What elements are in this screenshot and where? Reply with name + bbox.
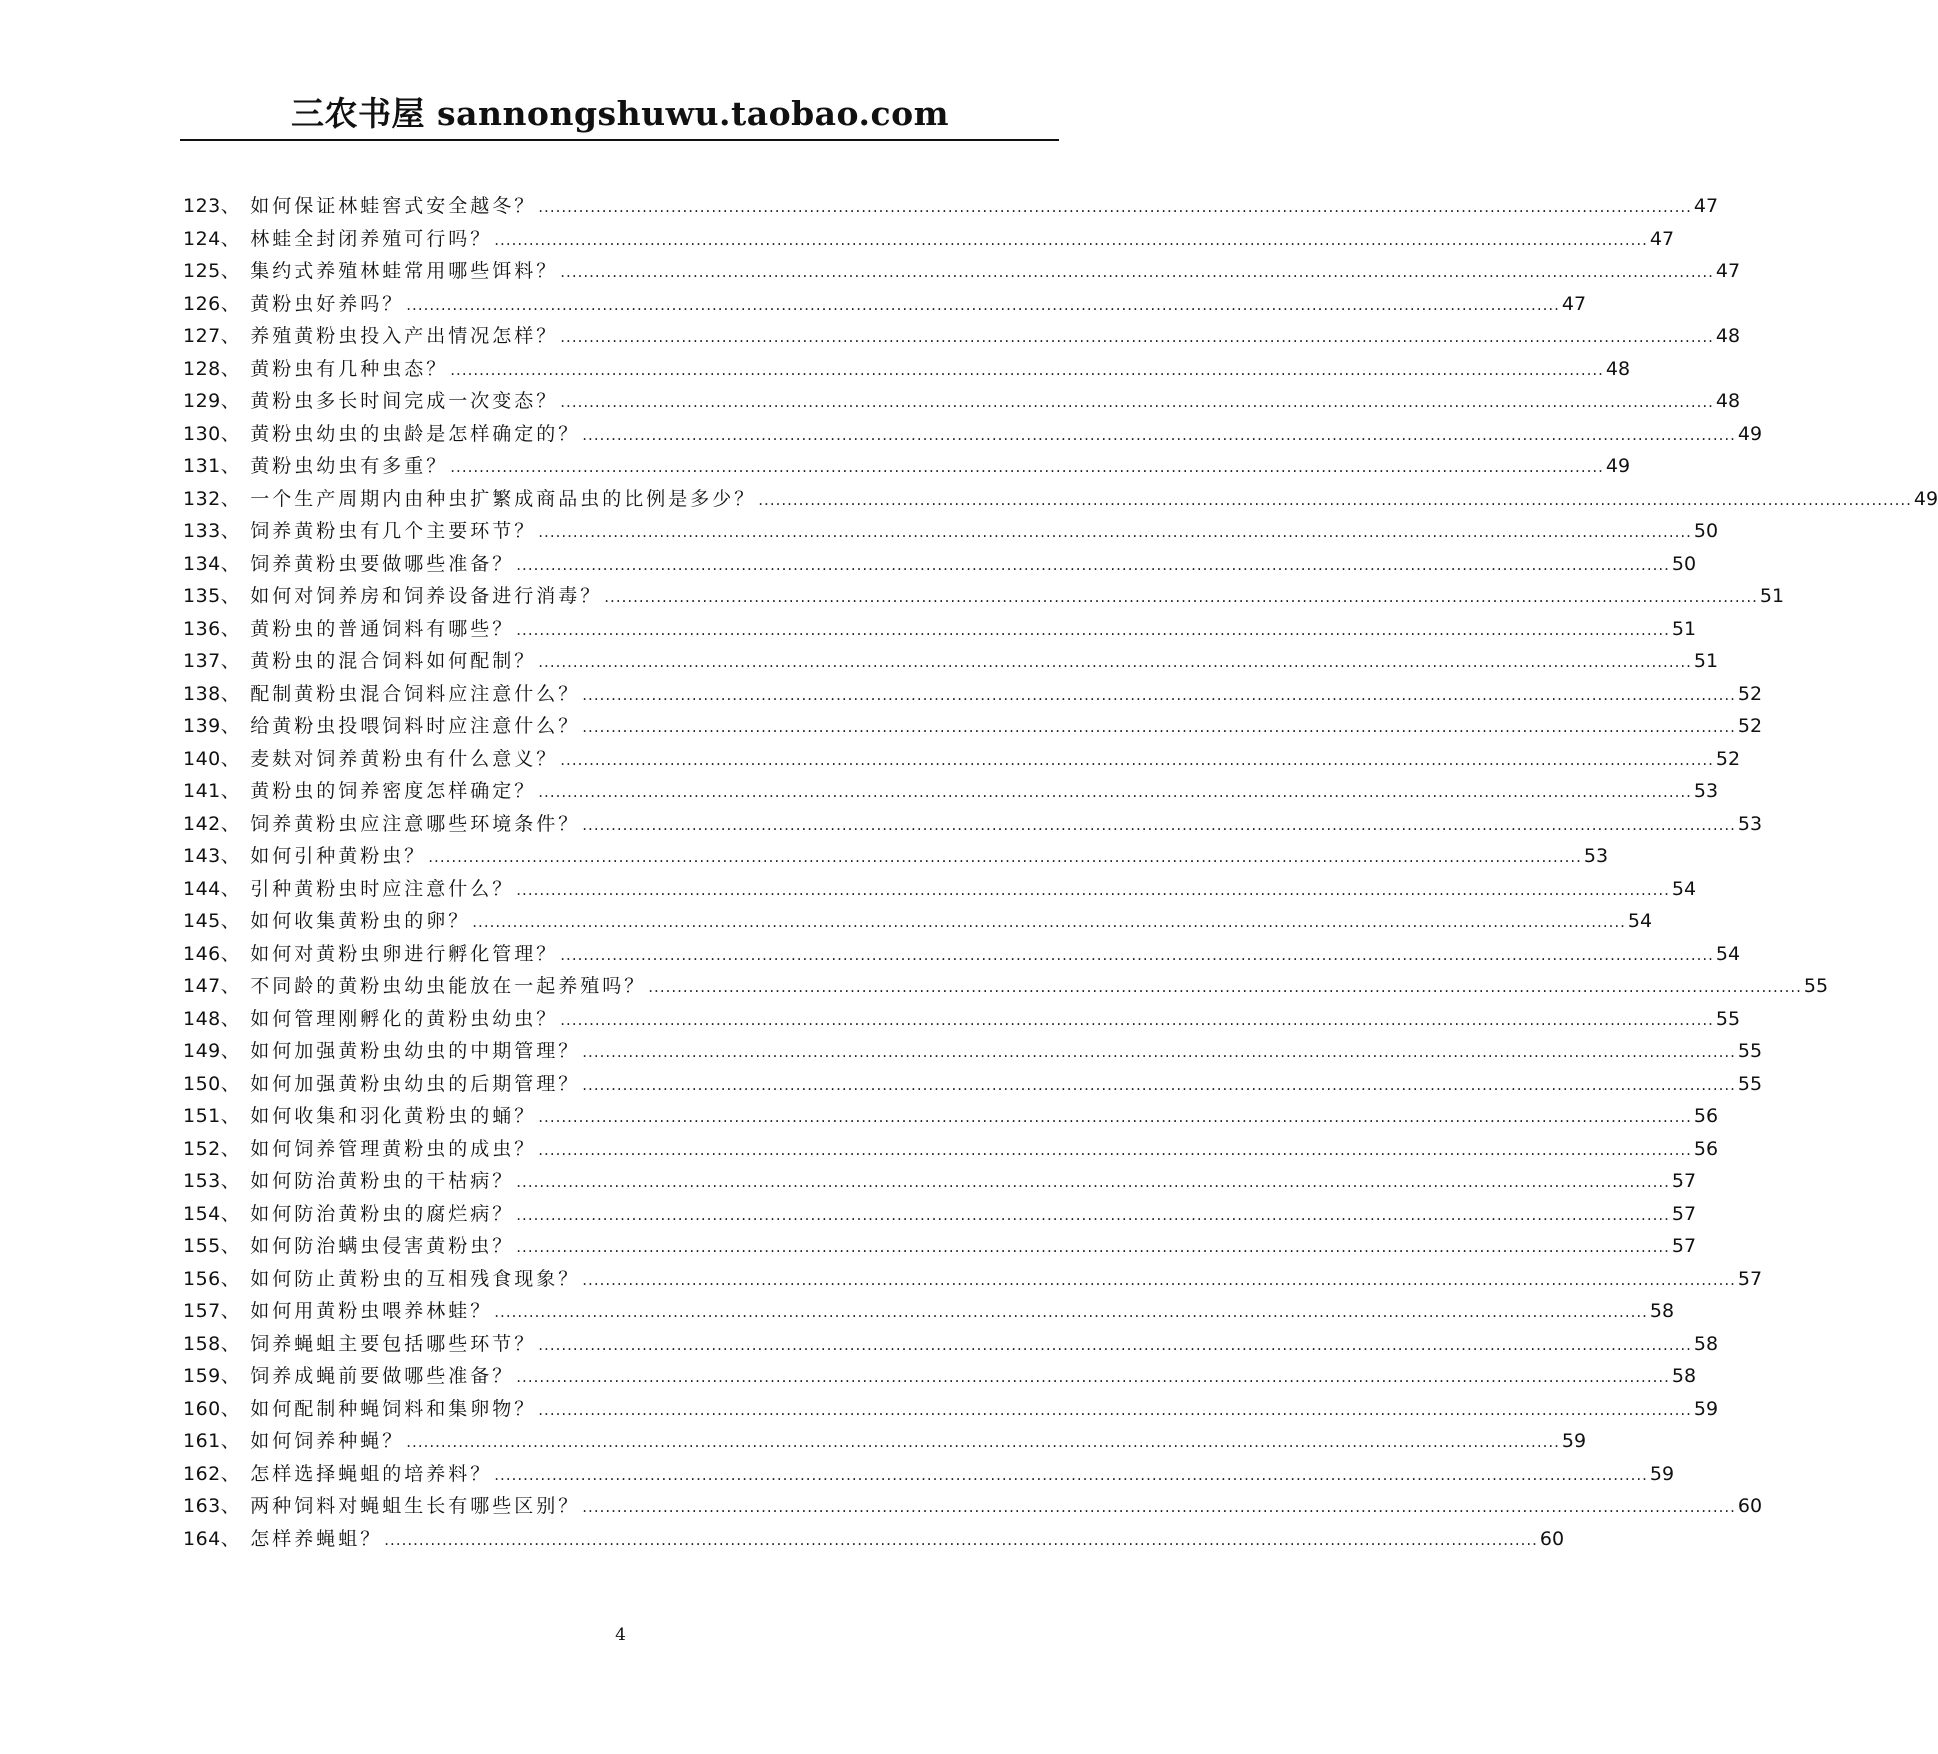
toc-entry-page: 52 (1737, 682, 1763, 705)
toc-entry-page: 54 (1715, 942, 1741, 965)
toc-entry-number: 156、 (183, 1267, 241, 1290)
toc-entry-title: 如何防止黄粉虫的互相残食现象？ (250, 1267, 581, 1290)
toc-entry-number: 125、 (183, 260, 241, 282)
toc-entry-page: 47 (1693, 195, 1719, 217)
page-header-title: 三农书屋 sannongshuwu.taobao.com (291, 94, 949, 133)
toc-entry-number: 146、 (183, 942, 241, 965)
toc-entry[interactable] (183, 418, 1763, 451)
toc-dot-leader: ........................................................................................................................................................................................................ (758, 490, 1912, 509)
toc-dot-leader: ........................................................................................................................................................................................................ (538, 653, 1692, 671)
toc-dot-leader: ........................................................................................................................................................................................................ (582, 815, 1736, 834)
toc-entry-page: 57 (1737, 1267, 1763, 1290)
toc-entry-title: 饲养蝇蛆主要包括哪些环节？ (250, 1332, 537, 1355)
toc-entry-page: 57 (1671, 1202, 1697, 1225)
toc-dot-leader: ........................................................................................................................................................................................................ (560, 393, 1714, 411)
toc-entry[interactable] (183, 483, 1938, 516)
toc-entry[interactable] (183, 1425, 1587, 1458)
toc-entry-title: 配制黄粉虫混合饲料应注意什么？ (250, 682, 581, 705)
toc-dot-leader: ........................................................................................................................................................................................................ (516, 1368, 1670, 1386)
toc-entry-page: 54 (1627, 910, 1653, 932)
toc-entry[interactable] (183, 970, 1829, 1003)
toc-entry-title: 麦麸对饲养黄粉虫有什么意义？ (250, 747, 559, 770)
toc-entry-number: 149、 (183, 1040, 241, 1062)
toc-entry[interactable] (183, 288, 1587, 321)
toc-entry-number: 135、 (183, 585, 241, 607)
toc-dot-leader: ........................................................................................................................................................................................................ (516, 1238, 1670, 1256)
toc-entry-title: 如何配制种蝇饲料和集卵物？ (250, 1397, 537, 1420)
toc-entry[interactable] (183, 808, 1763, 841)
toc-entry-page: 47 (1649, 227, 1675, 250)
toc-entry-number: 157、 (183, 1300, 241, 1322)
toc-dot-leader: ........................................................................................................................................................................................................ (538, 1140, 1692, 1159)
toc-dot-leader: ........................................................................................................................................................................................................ (406, 295, 1560, 314)
toc-entry[interactable] (183, 775, 1719, 808)
toc-entry-title: 怎样养蝇蛆？ (250, 1527, 383, 1550)
toc-entry-page: 53 (1693, 780, 1719, 802)
toc-entry-title: 如何加强黄粉虫幼虫的后期管理？ (250, 1072, 581, 1095)
toc-entry-number: 147、 (183, 975, 241, 997)
toc-dot-leader: ........................................................................................................................................................................................................ (472, 913, 1626, 931)
toc-entry-number: 158、 (183, 1332, 241, 1355)
toc-entry[interactable] (183, 255, 1741, 288)
toc-entry-page: 58 (1671, 1365, 1697, 1387)
toc-entry-page: 59 (1561, 1430, 1587, 1452)
toc-dot-leader: ........................................................................................................................................................................................................ (450, 458, 1604, 476)
toc-dot-leader: ........................................................................................................................................................................................................ (582, 1075, 1736, 1094)
toc-entry[interactable] (183, 645, 1719, 678)
toc-dot-leader: ........................................................................................................................................................................................................ (428, 848, 1582, 866)
toc-entry-number: 140、 (183, 747, 241, 770)
toc-entry-number: 126、 (183, 292, 241, 315)
toc-dot-leader: ........................................................................................................................................................................................................ (582, 1498, 1736, 1516)
toc-dot-leader: ........................................................................................................................................................................................................ (494, 1303, 1648, 1321)
toc-entry-title: 黄粉虫的饲养密度怎样确定？ (250, 780, 537, 802)
toc-dot-leader: ........................................................................................................................................................................................................ (560, 328, 1714, 346)
toc-entry-number: 163、 (183, 1495, 241, 1517)
toc-entry-page: 51 (1671, 617, 1697, 640)
toc-entry-title: 如何对饲养房和饲养设备进行消毒？ (250, 585, 603, 607)
toc-entry-title: 如何引种黄粉虫？ (250, 845, 427, 867)
toc-entry-number: 145、 (183, 910, 241, 932)
toc-entry-number: 161、 (183, 1430, 241, 1452)
toc-entry[interactable] (183, 450, 1631, 483)
toc-entry-number: 160、 (183, 1397, 241, 1420)
toc-entry-number: 132、 (183, 487, 241, 510)
toc-entry-page: 53 (1737, 812, 1763, 835)
toc-entry-number: 148、 (183, 1007, 241, 1030)
toc-entry-title: 如何防治黄粉虫的腐烂病？ (250, 1202, 515, 1225)
toc-entry-title: 黄粉虫的普通饲料有哪些？ (250, 617, 515, 640)
toc-entry-title: 如何收集和羽化黄粉虫的蛹？ (250, 1105, 537, 1127)
toc-entry[interactable] (183, 613, 1697, 646)
toc-entry-number: 143、 (183, 845, 241, 867)
toc-dot-leader: ........................................................................................................................................................................................................ (516, 1173, 1670, 1191)
toc-entry-number: 127、 (183, 325, 241, 347)
toc-entry[interactable] (183, 1393, 1719, 1426)
toc-entry-title: 养殖黄粉虫投入产出情况怎样？ (250, 325, 559, 347)
toc-entry[interactable] (183, 1133, 1719, 1166)
toc-entry-number: 141、 (183, 780, 241, 802)
toc-entry-page: 55 (1737, 1072, 1763, 1095)
toc-dot-leader: ........................................................................................................................................................................................................ (494, 1465, 1648, 1484)
toc-dot-leader: ........................................................................................................................................................................................................ (560, 263, 1714, 281)
toc-entry-title: 饲养黄粉虫有几个主要环节？ (250, 520, 537, 542)
toc-entry-number: 131、 (183, 455, 241, 477)
toc-entry-page: 52 (1715, 747, 1741, 770)
toc-entry[interactable] (183, 840, 1609, 873)
toc-entry[interactable] (183, 938, 1741, 971)
toc-entry[interactable] (183, 1523, 1565, 1556)
toc-dot-leader: ........................................................................................................................................................................................................ (560, 945, 1714, 964)
toc-entry-number: 152、 (183, 1137, 241, 1160)
toc-dot-leader: ........................................................................................................................................................................................................ (516, 880, 1670, 899)
toc-entry-page: 55 (1737, 1040, 1763, 1062)
toc-entry[interactable] (183, 548, 1697, 581)
toc-entry-title: 黄粉虫多长时间完成一次变态？ (250, 390, 559, 412)
toc-entry-title: 如何饲养种蝇？ (250, 1430, 405, 1452)
toc-entry[interactable] (183, 1068, 1763, 1101)
toc-entry[interactable] (183, 320, 1741, 353)
toc-entry-title: 如何加强黄粉虫幼虫的中期管理？ (250, 1040, 581, 1062)
toc-entry-title: 黄粉虫幼虫有多重？ (250, 455, 449, 477)
toc-entry[interactable] (183, 1263, 1763, 1296)
toc-entry-page: 59 (1649, 1462, 1675, 1485)
toc-entry-title: 黄粉虫有几种虫态？ (250, 357, 449, 380)
toc-entry-number: 162、 (183, 1462, 241, 1485)
toc-dot-leader: ........................................................................................................................................................................................................ (538, 523, 1692, 541)
toc-entry-title: 饲养成蝇前要做哪些准备？ (250, 1365, 515, 1387)
toc-dot-leader: ........................................................................................................................................................................................................ (450, 360, 1604, 379)
toc-entry[interactable] (183, 1230, 1697, 1263)
toc-entry-number: 138、 (183, 682, 241, 705)
toc-entry-number: 137、 (183, 650, 241, 672)
toc-entry-title: 如何饲养管理黄粉虫的成虫？ (250, 1137, 537, 1160)
page-number: 4 (615, 1625, 626, 1645)
toc-dot-leader: ........................................................................................................................................................................................................ (516, 620, 1670, 639)
toc-entry-title: 如何保证林蛙窖式安全越冬？ (250, 195, 537, 217)
toc-entry[interactable] (183, 1490, 1763, 1523)
toc-entry[interactable] (183, 223, 1675, 256)
toc-entry-number: 139、 (183, 715, 241, 737)
toc-entry-page: 55 (1715, 1007, 1741, 1030)
toc-entry-title: 黄粉虫好养吗？ (250, 292, 405, 315)
toc-dot-leader: ........................................................................................................................................................................................................ (560, 750, 1714, 769)
toc-dot-leader: ........................................................................................................................................................................................................ (582, 685, 1736, 704)
toc-dot-leader: ........................................................................................................................................................................................................ (516, 1205, 1670, 1224)
toc-entry-title: 饲养黄粉虫要做哪些准备？ (250, 552, 515, 575)
toc-entry-page: 58 (1693, 1332, 1719, 1355)
toc-entry-page: 47 (1561, 292, 1587, 315)
toc-dot-leader: ........................................................................................................................................................................................................ (538, 198, 1692, 216)
toc-entry-page: 54 (1671, 877, 1697, 900)
toc-entry-title: 集约式养殖林蛙常用哪些饵料？ (250, 260, 559, 282)
toc-entry[interactable] (183, 678, 1763, 711)
toc-entry[interactable] (183, 1035, 1763, 1068)
toc-entry-number: 144、 (183, 877, 241, 900)
toc-entry-number: 136、 (183, 617, 241, 640)
toc-dot-leader: ........................................................................................................................................................................................................ (604, 588, 1758, 606)
toc-entry-title: 林蛙全封闭养殖可行吗？ (250, 227, 493, 250)
toc-dot-leader: ........................................................................................................................................................................................................ (648, 978, 1802, 996)
toc-entry-title: 如何防治螨虫侵害黄粉虫？ (250, 1235, 515, 1257)
toc-entry[interactable] (183, 190, 1719, 223)
toc-dot-leader: ........................................................................................................................................................................................................ (406, 1433, 1560, 1451)
toc-entry[interactable] (183, 1165, 1697, 1198)
toc-entry[interactable] (183, 1458, 1675, 1491)
toc-entry-number: 150、 (183, 1072, 241, 1095)
toc-entry-page: 59 (1693, 1397, 1719, 1420)
toc-entry-page: 49 (1737, 422, 1763, 445)
toc-dot-leader: ........................................................................................................................................................................................................ (582, 1043, 1736, 1061)
toc-dot-leader: ........................................................................................................................................................................................................ (384, 1530, 1538, 1549)
toc-entry-title: 给黄粉虫投喂饲料时应注意什么？ (250, 715, 581, 737)
toc-entry-number: 159、 (183, 1365, 241, 1387)
toc-entry-page: 60 (1539, 1527, 1565, 1550)
toc-entry[interactable] (183, 1100, 1719, 1133)
toc-entry-title: 怎样选择蝇蛆的培养料？ (250, 1462, 493, 1485)
toc-entry[interactable] (183, 580, 1785, 613)
toc-entry-page: 47 (1715, 260, 1741, 282)
toc-entry[interactable] (183, 1003, 1741, 1036)
toc-entry-page: 49 (1913, 487, 1938, 510)
toc-entry-title: 如何收集黄粉虫的卵？ (250, 910, 471, 932)
toc-entry[interactable] (183, 905, 1653, 938)
toc-entry-page: 53 (1583, 845, 1609, 867)
toc-entry-page: 60 (1737, 1495, 1763, 1517)
toc-entry-title: 如何对黄粉虫卵进行孵化管理？ (250, 942, 559, 965)
toc-dot-leader: ........................................................................................................................................................................................................ (582, 425, 1736, 444)
toc-entry-page: 48 (1715, 390, 1741, 412)
toc-entry-number: 129、 (183, 390, 241, 412)
toc-dot-leader: ........................................................................................................................................................................................................ (538, 1400, 1692, 1419)
table-of-contents (183, 190, 1938, 1555)
toc-entry[interactable] (183, 353, 1631, 386)
toc-entry-number: 128、 (183, 357, 241, 380)
toc-dot-leader: ........................................................................................................................................................................................................ (538, 1108, 1692, 1126)
toc-entry-page: 56 (1693, 1105, 1719, 1127)
toc-entry-page: 50 (1671, 552, 1697, 575)
toc-entry[interactable] (183, 743, 1741, 776)
toc-entry-page: 50 (1693, 520, 1719, 542)
header-divider (180, 139, 1059, 141)
toc-entry-page: 58 (1649, 1300, 1675, 1322)
toc-entry-number: 154、 (183, 1202, 241, 1225)
toc-entry[interactable] (183, 1198, 1697, 1231)
toc-entry-page: 56 (1693, 1137, 1719, 1160)
toc-entry[interactable] (183, 873, 1697, 906)
toc-entry[interactable] (183, 515, 1719, 548)
toc-entry[interactable] (183, 1360, 1697, 1393)
toc-entry[interactable] (183, 385, 1741, 418)
toc-entry-number: 155、 (183, 1235, 241, 1257)
toc-entry-number: 133、 (183, 520, 241, 542)
toc-entry-page: 52 (1737, 715, 1763, 737)
toc-dot-leader: ........................................................................................................................................................................................................ (560, 1010, 1714, 1029)
toc-entry-page: 48 (1605, 357, 1631, 380)
toc-entry-number: 123、 (183, 195, 241, 217)
toc-entry-page: 49 (1605, 455, 1631, 477)
toc-entry-title: 黄粉虫的混合饲料如何配制？ (250, 650, 537, 672)
toc-entry-page: 55 (1803, 975, 1829, 997)
toc-entry-page: 51 (1693, 650, 1719, 672)
toc-entry-number: 151、 (183, 1105, 241, 1127)
toc-entry-number: 130、 (183, 422, 241, 445)
toc-entry-title: 不同龄的黄粉虫幼虫能放在一起养殖吗？ (250, 975, 647, 997)
toc-entry[interactable] (183, 1328, 1719, 1361)
toc-entry-number: 134、 (183, 552, 241, 575)
toc-dot-leader: ........................................................................................................................................................................................................ (538, 1335, 1692, 1354)
toc-entry-title: 两种饲料对蝇蛆生长有哪些区别？ (250, 1495, 581, 1517)
toc-entry[interactable] (183, 710, 1763, 743)
toc-entry-title: 饲养黄粉虫应注意哪些环境条件？ (250, 812, 581, 835)
toc-entry-number: 124、 (183, 227, 241, 250)
toc-dot-leader: ........................................................................................................................................................................................................ (516, 555, 1670, 574)
toc-dot-leader: ........................................................................................................................................................................................................ (582, 1270, 1736, 1289)
toc-entry-title: 如何用黄粉虫喂养林蛙？ (250, 1300, 493, 1322)
toc-dot-leader: ........................................................................................................................................................................................................ (538, 783, 1692, 801)
toc-dot-leader: ........................................................................................................................................................................................................ (582, 718, 1736, 736)
toc-entry[interactable] (183, 1295, 1675, 1328)
toc-dot-leader: ........................................................................................................................................................................................................ (494, 230, 1648, 249)
toc-entry-number: 153、 (183, 1170, 241, 1192)
toc-entry-number: 142、 (183, 812, 241, 835)
toc-entry-page: 48 (1715, 325, 1741, 347)
toc-entry-title: 黄粉虫幼虫的虫龄是怎样确定的？ (250, 422, 581, 445)
toc-entry-page: 51 (1759, 585, 1785, 607)
toc-entry-title: 如何管理刚孵化的黄粉虫幼虫？ (250, 1007, 559, 1030)
toc-entry-title: 一个生产周期内由种虫扩繁成商品虫的比例是多少？ (250, 487, 757, 510)
toc-entry-page: 57 (1671, 1170, 1697, 1192)
toc-entry-title: 如何防治黄粉虫的干枯病？ (250, 1170, 515, 1192)
toc-entry-number: 164、 (183, 1527, 241, 1550)
toc-entry-page: 57 (1671, 1235, 1697, 1257)
toc-entry-title: 引种黄粉虫时应注意什么？ (250, 877, 515, 900)
